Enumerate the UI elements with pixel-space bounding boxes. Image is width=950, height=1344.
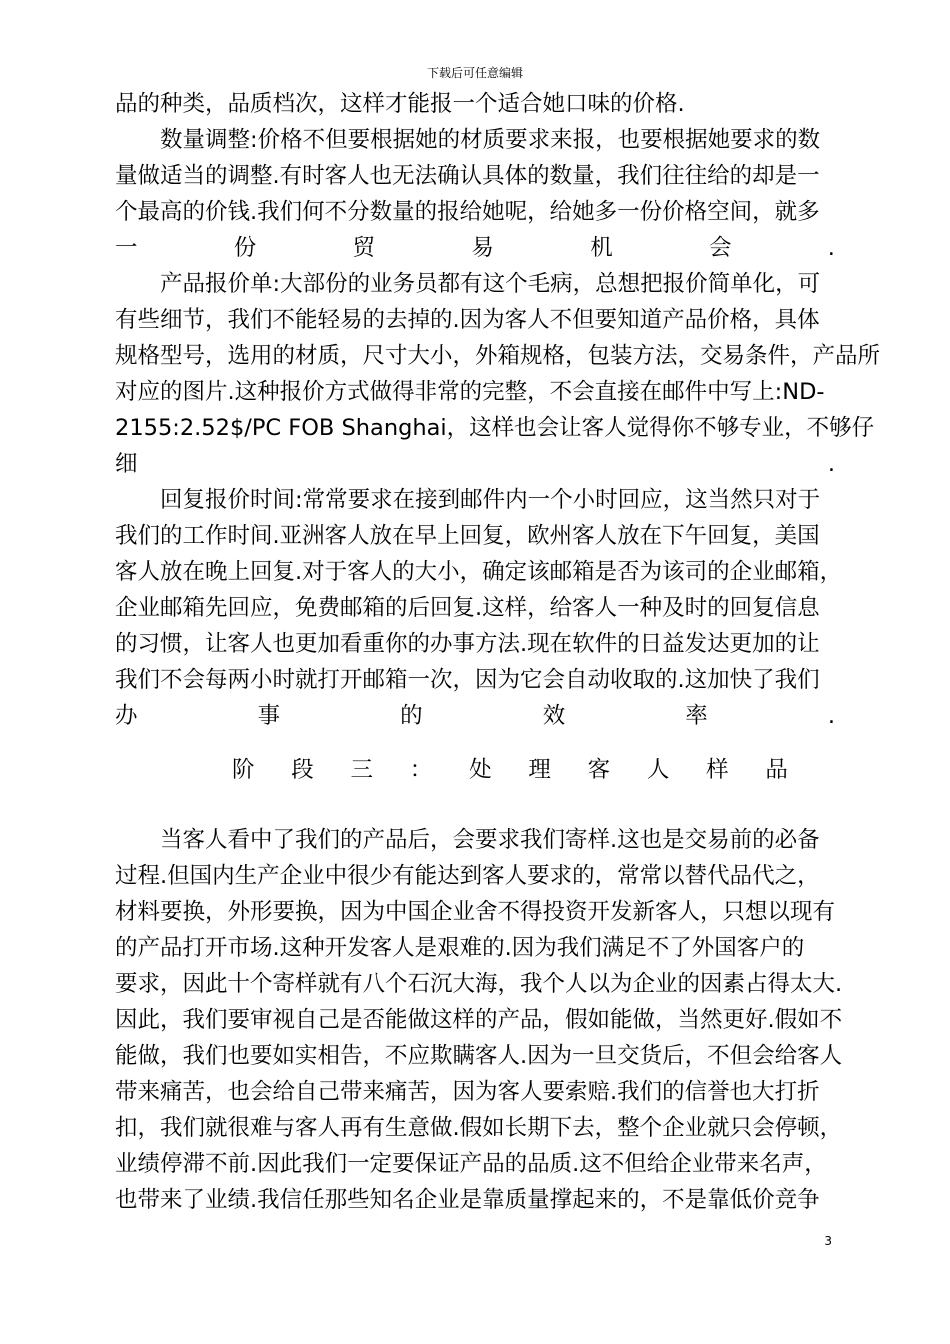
paragraph-line: 过程.但国内生产企业中很少有能达到客人要求的，常常以替代品代之， xyxy=(115,863,820,889)
paragraph-line: 个最高的价钱.我们何不分数量的报给她呢，给她多一份价格空间，就多 xyxy=(115,199,820,225)
paragraph-line: 客人放在晚上回复.对于客人的大小，确定该邮箱是否为该司的企业邮箱， xyxy=(115,559,843,585)
paragraph-line: 扣，我们就很难与客人再有生意做.假如长期下去，整个企业就只会停顿， xyxy=(115,1115,843,1141)
paragraph-line: 产品报价单:大部份的业务员都有这个毛病，总想把报价简单化，可 xyxy=(115,271,821,297)
page-number: 3 xyxy=(824,1234,832,1248)
paragraph-line: 业绩停滞不前.因此我们一定要保证产品的品质.这不但给企业带来名声， xyxy=(115,1151,827,1177)
paragraph-line: 当客人看中了我们的产品后，会要求我们寄样.这也是交易前的必备 xyxy=(115,827,820,853)
paragraph-line: 细 . xyxy=(115,451,835,477)
paragraph-line: 回复报价时间:常常要求在接到邮件内一个小时回应，这当然只对于 xyxy=(115,487,821,513)
paragraph-line: 的习惯，让客人也更加看重你的办事方法.现在软件的日益发达更加的让 xyxy=(115,631,820,657)
paragraph-line: 办 事 的 效 率 . xyxy=(115,703,835,729)
page-header: 下载后可任意编辑 xyxy=(426,66,523,80)
paragraph-line: 量做适当的调整.有时客人也无法确认具体的数量，我们往往给的却是一 xyxy=(115,163,820,189)
paragraph-line: 数量调整:价格不但要根据她的材质要求来报，也要根据她要求的数 xyxy=(115,127,821,153)
paragraph-line: 2155:2.52$/PC FOB Shanghai，这样也会让客人觉得你不够专业，不够仔 xyxy=(115,415,875,441)
paragraph-line: 企业邮箱先回应，免费邮箱的后回复.这样，给客人一种及时的回复信息 xyxy=(115,595,820,621)
paragraph-line: 我们不会每两小时就打开邮箱一次，因为它会自动收取的.这加快了我们 xyxy=(115,667,820,693)
paragraph-line: 对应的图片.这种报价方式做得非常的完整，不会直接在邮件中写上:ND- xyxy=(115,379,825,405)
paragraph-line: 要求，因此十个寄样就有八个石沉大海，我个人以为企业的因素占得太大. xyxy=(115,971,843,997)
paragraph-line: 能做，我们也要如实相告，不应欺瞒客人.因为一旦交货后，不但会给客人 xyxy=(115,1043,843,1069)
paragraph-line: 也带来了业绩.我信任那些知名企业是靠质量撑起来的，不是靠低价竞争 xyxy=(115,1187,820,1213)
paragraph-line: 因此，我们要审视自己是否能做这样的产品，假如能做，当然更好.假如不 xyxy=(115,1007,843,1033)
paragraph-line: 我们的工作时间.亚洲客人放在早上回复，欧州客人放在下午回复，美国 xyxy=(115,523,820,549)
paragraph-line: 一 份 贸 易 机 会 . xyxy=(115,235,835,261)
paragraph-line: 带来痛苦，也会给自己带来痛苦，因为客人要索赔.我们的信誉也大打折 xyxy=(115,1079,820,1105)
paragraph-line: 规格型号，选用的材质，尺寸大小，外箱规格，包装方法，交易条件，产品所 xyxy=(115,343,881,369)
section-heading: 阶 段 三 ： 处 理 客 人 样 品 xyxy=(232,757,788,783)
paragraph-line: 的产品打开市场.这种开发客人是艰难的.因为我们满足不了外国客户的 xyxy=(115,935,805,961)
paragraph-line: 有些细节，我们不能轻易的去掉的.因为客人不但要知道产品价格，具体 xyxy=(115,307,820,333)
paragraph-line: 材料要换，外形要换，因为中国企业舍不得投资开发新客人，只想以现有 xyxy=(115,899,836,925)
paragraph-line: 品的种类，品质档次，这样才能报一个适合她口味的价格. xyxy=(115,91,685,117)
